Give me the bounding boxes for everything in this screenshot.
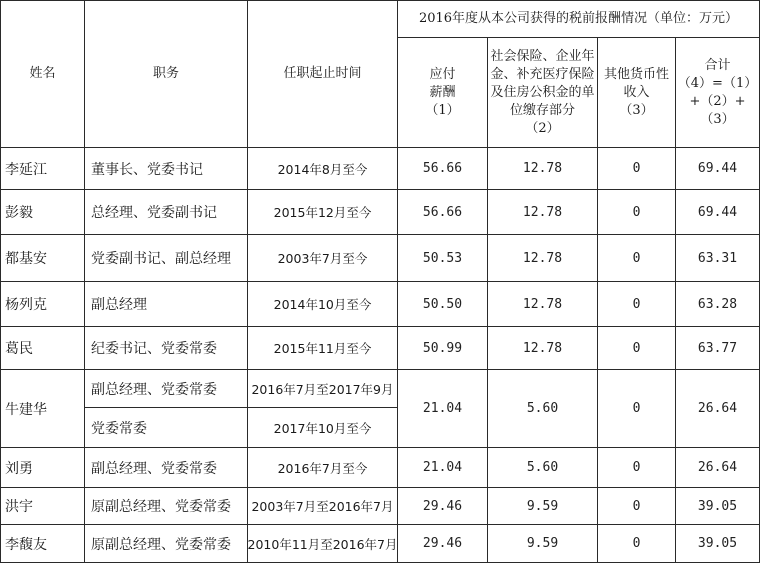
term-of-office: 2015年12月至今 [248, 190, 398, 235]
other-monetary-income: 0 [598, 370, 676, 448]
executive-position: 纪委书记、党委常委 [85, 327, 248, 370]
salary-payable: 50.53 [398, 235, 488, 282]
total-compensation: 39.05 [676, 488, 760, 525]
header-line: 其他货币性 [603, 66, 669, 82]
executive-position: 党委常委 [85, 408, 248, 448]
header-line: 社会保险、企业年 [490, 48, 595, 64]
social-insurance-contribution: 12.78 [488, 327, 598, 370]
header-line: 薪酬 [429, 84, 456, 100]
header-line: 及住房公积金的单 [490, 84, 595, 100]
header-other-income [598, 38, 676, 148]
executive-name: 李延江 [1, 148, 85, 190]
executive-position: 副总经理 [85, 282, 248, 327]
other-monetary-income: 0 [598, 327, 676, 370]
salary-payable: 21.04 [398, 448, 488, 488]
header-line: （1） [425, 102, 460, 118]
other-monetary-income: 0 [598, 488, 676, 525]
salary-payable: 50.50 [398, 282, 488, 327]
executive-name: 都基安 [1, 235, 85, 282]
executive-position: 党委副书记、副总经理 [85, 235, 248, 282]
other-monetary-income: 0 [598, 190, 676, 235]
executive-position: 副总经理、党委常委 [85, 448, 248, 488]
header-line: （4）=（1） [677, 75, 758, 91]
salary-payable: 29.46 [398, 488, 488, 525]
header-line: 收入 [623, 84, 650, 100]
other-monetary-income: 0 [598, 282, 676, 327]
total-compensation: 63.77 [676, 327, 760, 370]
term-of-office: 2003年7月至今 [248, 235, 398, 282]
salary-payable: 21.04 [398, 370, 488, 448]
term-of-office: 2017年10月至今 [248, 408, 398, 448]
executive-name: 李馥友 [1, 525, 85, 563]
social-insurance-contribution: 12.78 [488, 235, 598, 282]
total-compensation: 69.44 [676, 190, 760, 235]
header-insurance [488, 38, 598, 148]
executive-name: 彭毅 [1, 190, 85, 235]
other-monetary-income: 0 [598, 148, 676, 190]
term-of-office: 2014年8月至今 [248, 148, 398, 190]
social-insurance-contribution: 12.78 [488, 190, 598, 235]
header-name: 姓名 [1, 1, 85, 148]
header-line: 应付 [429, 66, 456, 82]
header-line: （2） [525, 120, 560, 136]
term-of-office: 2003年7月至2016年7月 [248, 488, 398, 525]
salary-payable: 50.99 [398, 327, 488, 370]
header-line: 位缴存部分 [509, 102, 575, 118]
salary-payable: 29.46 [398, 525, 488, 563]
total-compensation: 26.64 [676, 448, 760, 488]
executive-position: 董事长、党委书记 [85, 148, 248, 190]
executive-name: 刘勇 [1, 448, 85, 488]
header-line: 金、补充医疗保险 [490, 66, 595, 82]
term-of-office: 2015年11月至今 [248, 327, 398, 370]
other-monetary-income: 0 [598, 235, 676, 282]
header-line: （3） [619, 102, 654, 118]
header-term: 任职起止时间 [248, 1, 398, 148]
total-compensation: 63.28 [676, 282, 760, 327]
executive-position: 原副总经理、党委常委 [85, 525, 248, 563]
executive-position: 副总经理、党委常委 [85, 370, 248, 408]
other-monetary-income: 0 [598, 448, 676, 488]
executive-name: 杨列克 [1, 282, 85, 327]
total-compensation: 69.44 [676, 148, 760, 190]
term-of-office: 2016年7月至今 [248, 448, 398, 488]
total-compensation: 63.31 [676, 235, 760, 282]
total-compensation: 39.05 [676, 525, 760, 563]
other-monetary-income: 0 [598, 525, 676, 563]
social-insurance-contribution: 12.78 [488, 282, 598, 327]
header-line: （3） [700, 111, 735, 127]
header-salary [398, 38, 488, 148]
social-insurance-contribution: 5.60 [488, 448, 598, 488]
header-position: 职务 [85, 1, 248, 148]
term-of-office: 2016年7月至2017年9月 [248, 370, 398, 408]
social-insurance-contribution: 9.59 [488, 488, 598, 525]
total-compensation: 26.64 [676, 370, 760, 448]
executive-position: 总经理、党委副书记 [85, 190, 248, 235]
executive-name: 牛建华 [1, 370, 85, 448]
term-of-office: 2010年11月至2016年7月 [248, 525, 398, 563]
salary-payable: 56.66 [398, 190, 488, 235]
term-of-office: 2014年10月至今 [248, 282, 398, 327]
salary-payable: 56.66 [398, 148, 488, 190]
social-insurance-contribution: 9.59 [488, 525, 598, 563]
executive-position: 原副总经理、党委常委 [85, 488, 248, 525]
executive-name: 葛民 [1, 327, 85, 370]
header-line: +（2）+ [689, 93, 746, 109]
header-total [676, 38, 760, 148]
social-insurance-contribution: 5.60 [488, 370, 598, 448]
header-line: 合计 [704, 57, 731, 73]
social-insurance-contribution: 12.78 [488, 148, 598, 190]
executive-name: 洪宇 [1, 488, 85, 525]
header-compensation-group: 2016年度从本公司获得的税前报酬情况（单位：万元） [398, 1, 760, 38]
